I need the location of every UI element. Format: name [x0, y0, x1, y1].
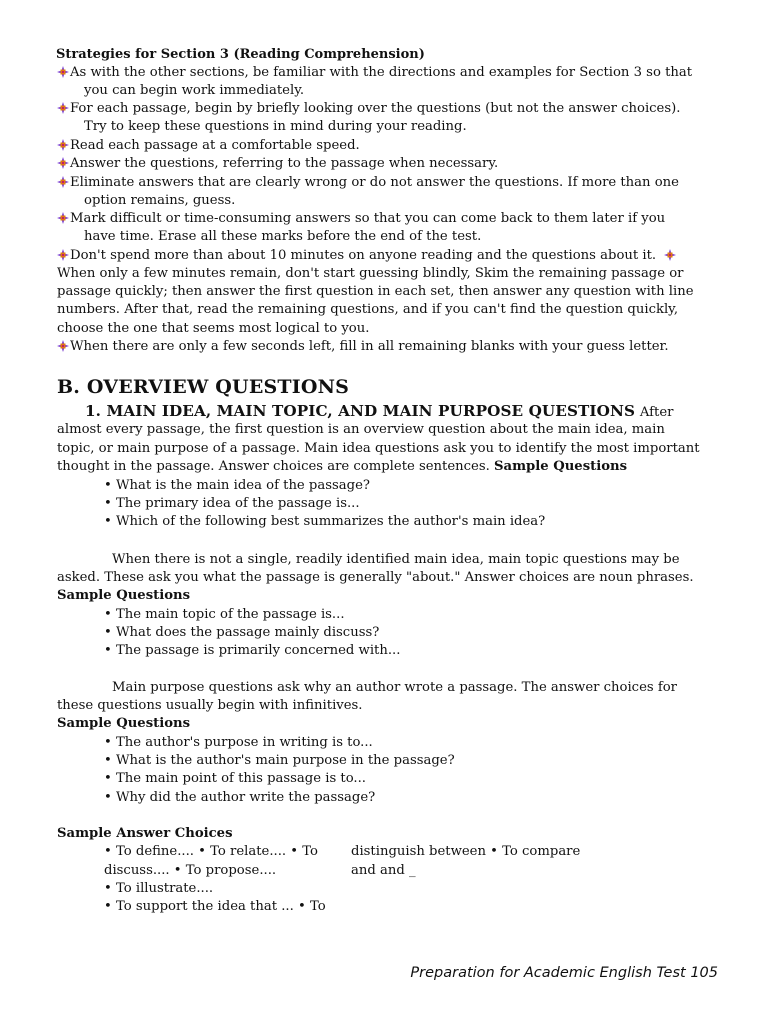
- strategy-item: As with the other sections, be familiar with the directions and examples for Section 3 so that: [57, 64, 692, 82]
- answer-choice-line: • To define.... • To relate.... • To: [104, 844, 318, 859]
- purpose-paragraph-line: these questions usually begin with infinitives.: [57, 698, 363, 713]
- sample-questions-label: Sample Questions: [494, 459, 628, 474]
- subheading-after: After: [639, 405, 674, 420]
- sample-question: • The main point of this passage is to...: [104, 771, 366, 786]
- strategy-item-continued: option remains, guess.: [84, 193, 236, 208]
- sample-question: • What does the passage mainly discuss?: [104, 625, 380, 640]
- topic-paragraph-line: When there is not a single, readily identified main idea, main topic questions may be: [112, 552, 680, 567]
- star-bullet-icon: [664, 249, 675, 261]
- strategy-item: Answer the questions, referring to the passage when necessary.: [57, 155, 498, 173]
- sample-question: • The passage is primarily concerned with...: [104, 643, 401, 658]
- sample-question: • Which of the following best summarizes the author's main idea?: [104, 514, 546, 529]
- sample-question: • Why did the author write the passage?: [104, 790, 376, 805]
- strategy-item: For each passage, begin by briefly looking over the questions (but not the answer choices).: [57, 100, 680, 118]
- star-bullet-icon: [57, 102, 68, 114]
- sample-questions-label: Sample Questions: [57, 588, 191, 603]
- star-bullet-icon: [57, 157, 68, 169]
- strategy-item: Read each passage at a comfortable speed.: [57, 137, 360, 155]
- topic-paragraph-line: asked. These ask you what the passage is generally "about." Answer choices are noun phrases.: [57, 570, 694, 585]
- section-heading: B. OVERVIEW QUESTIONS: [57, 376, 350, 398]
- star-bullet-icon: [57, 176, 68, 188]
- strategy-paragraph-line: passage quickly; then answer the first question in each set, then answer any question with line: [57, 284, 694, 299]
- answer-choice-line: discuss.... • To propose....: [104, 863, 277, 878]
- sample-question: • The primary idea of the passage is...: [104, 496, 360, 511]
- strategy-paragraph-line: numbers. After that, read the remaining questions, and if you can't find the question quickly,: [57, 302, 679, 317]
- strategies-title: Strategies for Section 3 (Reading Comprehension): [56, 47, 425, 62]
- subheading-number: 1: [85, 402, 96, 420]
- answer-choice-line: • To support the idea that ... • To: [104, 899, 326, 914]
- sample-question: • The main topic of the passage is...: [104, 607, 345, 622]
- sample-question: • What is the main idea of the passage?: [104, 478, 370, 493]
- page-footer: Preparation for Academic English Test 105: [410, 965, 718, 981]
- strategy-item: Mark difficult or time-consuming answers so that you can come back to them later if you: [57, 210, 665, 228]
- subheading-title: . MAIN IDEA, MAIN TOPIC, AND MAIN PURPOSE QUESTIONS: [95, 402, 636, 420]
- intro-line: topic, or main purpose of a passage. Main idea questions ask you to identify the most important: [57, 441, 700, 456]
- intro-line: thought in the passage. Answer choices are complete sentences. Sample Questions: [57, 459, 628, 474]
- strategy-item-continued: Try to keep these questions in mind during your reading.: [84, 119, 467, 134]
- star-bullet-icon: [57, 66, 68, 78]
- strategy-item: Don't spend more than about 10 minutes on anyone reading and the questions about it.: [57, 247, 677, 265]
- intro-line: almost every passage, the first question is an overview question about the main idea, main: [57, 422, 665, 437]
- star-bullet-icon: [57, 340, 68, 352]
- strategy-item-continued: have time. Erase all these marks before the end of the test.: [84, 229, 482, 244]
- star-bullet-icon: [57, 139, 68, 151]
- purpose-paragraph-line: Main purpose questions ask why an author wrote a passage. The answer choices for: [112, 680, 677, 695]
- sample-answer-choices-label: Sample Answer Choices: [57, 826, 233, 841]
- strategy-paragraph-line: choose the one that seems most logical to you.: [57, 321, 370, 336]
- star-bullet-icon: [57, 212, 68, 224]
- strategy-item: Eliminate answers that are clearly wrong or do not answer the questions. If more than one: [57, 174, 679, 192]
- sample-question: • The author's purpose in writing is to...: [104, 735, 373, 750]
- sample-questions-label: Sample Questions: [57, 716, 191, 731]
- answer-choice-line: • To illustrate....: [104, 881, 214, 896]
- strategy-item: When there are only a few seconds left, fill in all remaining blanks with your guess letter.: [57, 338, 669, 356]
- strategy-paragraph-line: When only a few minutes remain, don't start guessing blindly, Skim the remaining passage or: [57, 266, 684, 281]
- sample-question: • What is the author's main purpose in the passage?: [104, 753, 455, 768]
- strategy-item-continued: you can begin work immediately.: [84, 83, 305, 98]
- subheading-line: [85, 401, 673, 422]
- star-bullet-icon: [57, 249, 68, 261]
- answer-choice-line: distinguish between • To compare: [351, 844, 581, 859]
- answer-choice-line: and and _: [351, 863, 416, 878]
